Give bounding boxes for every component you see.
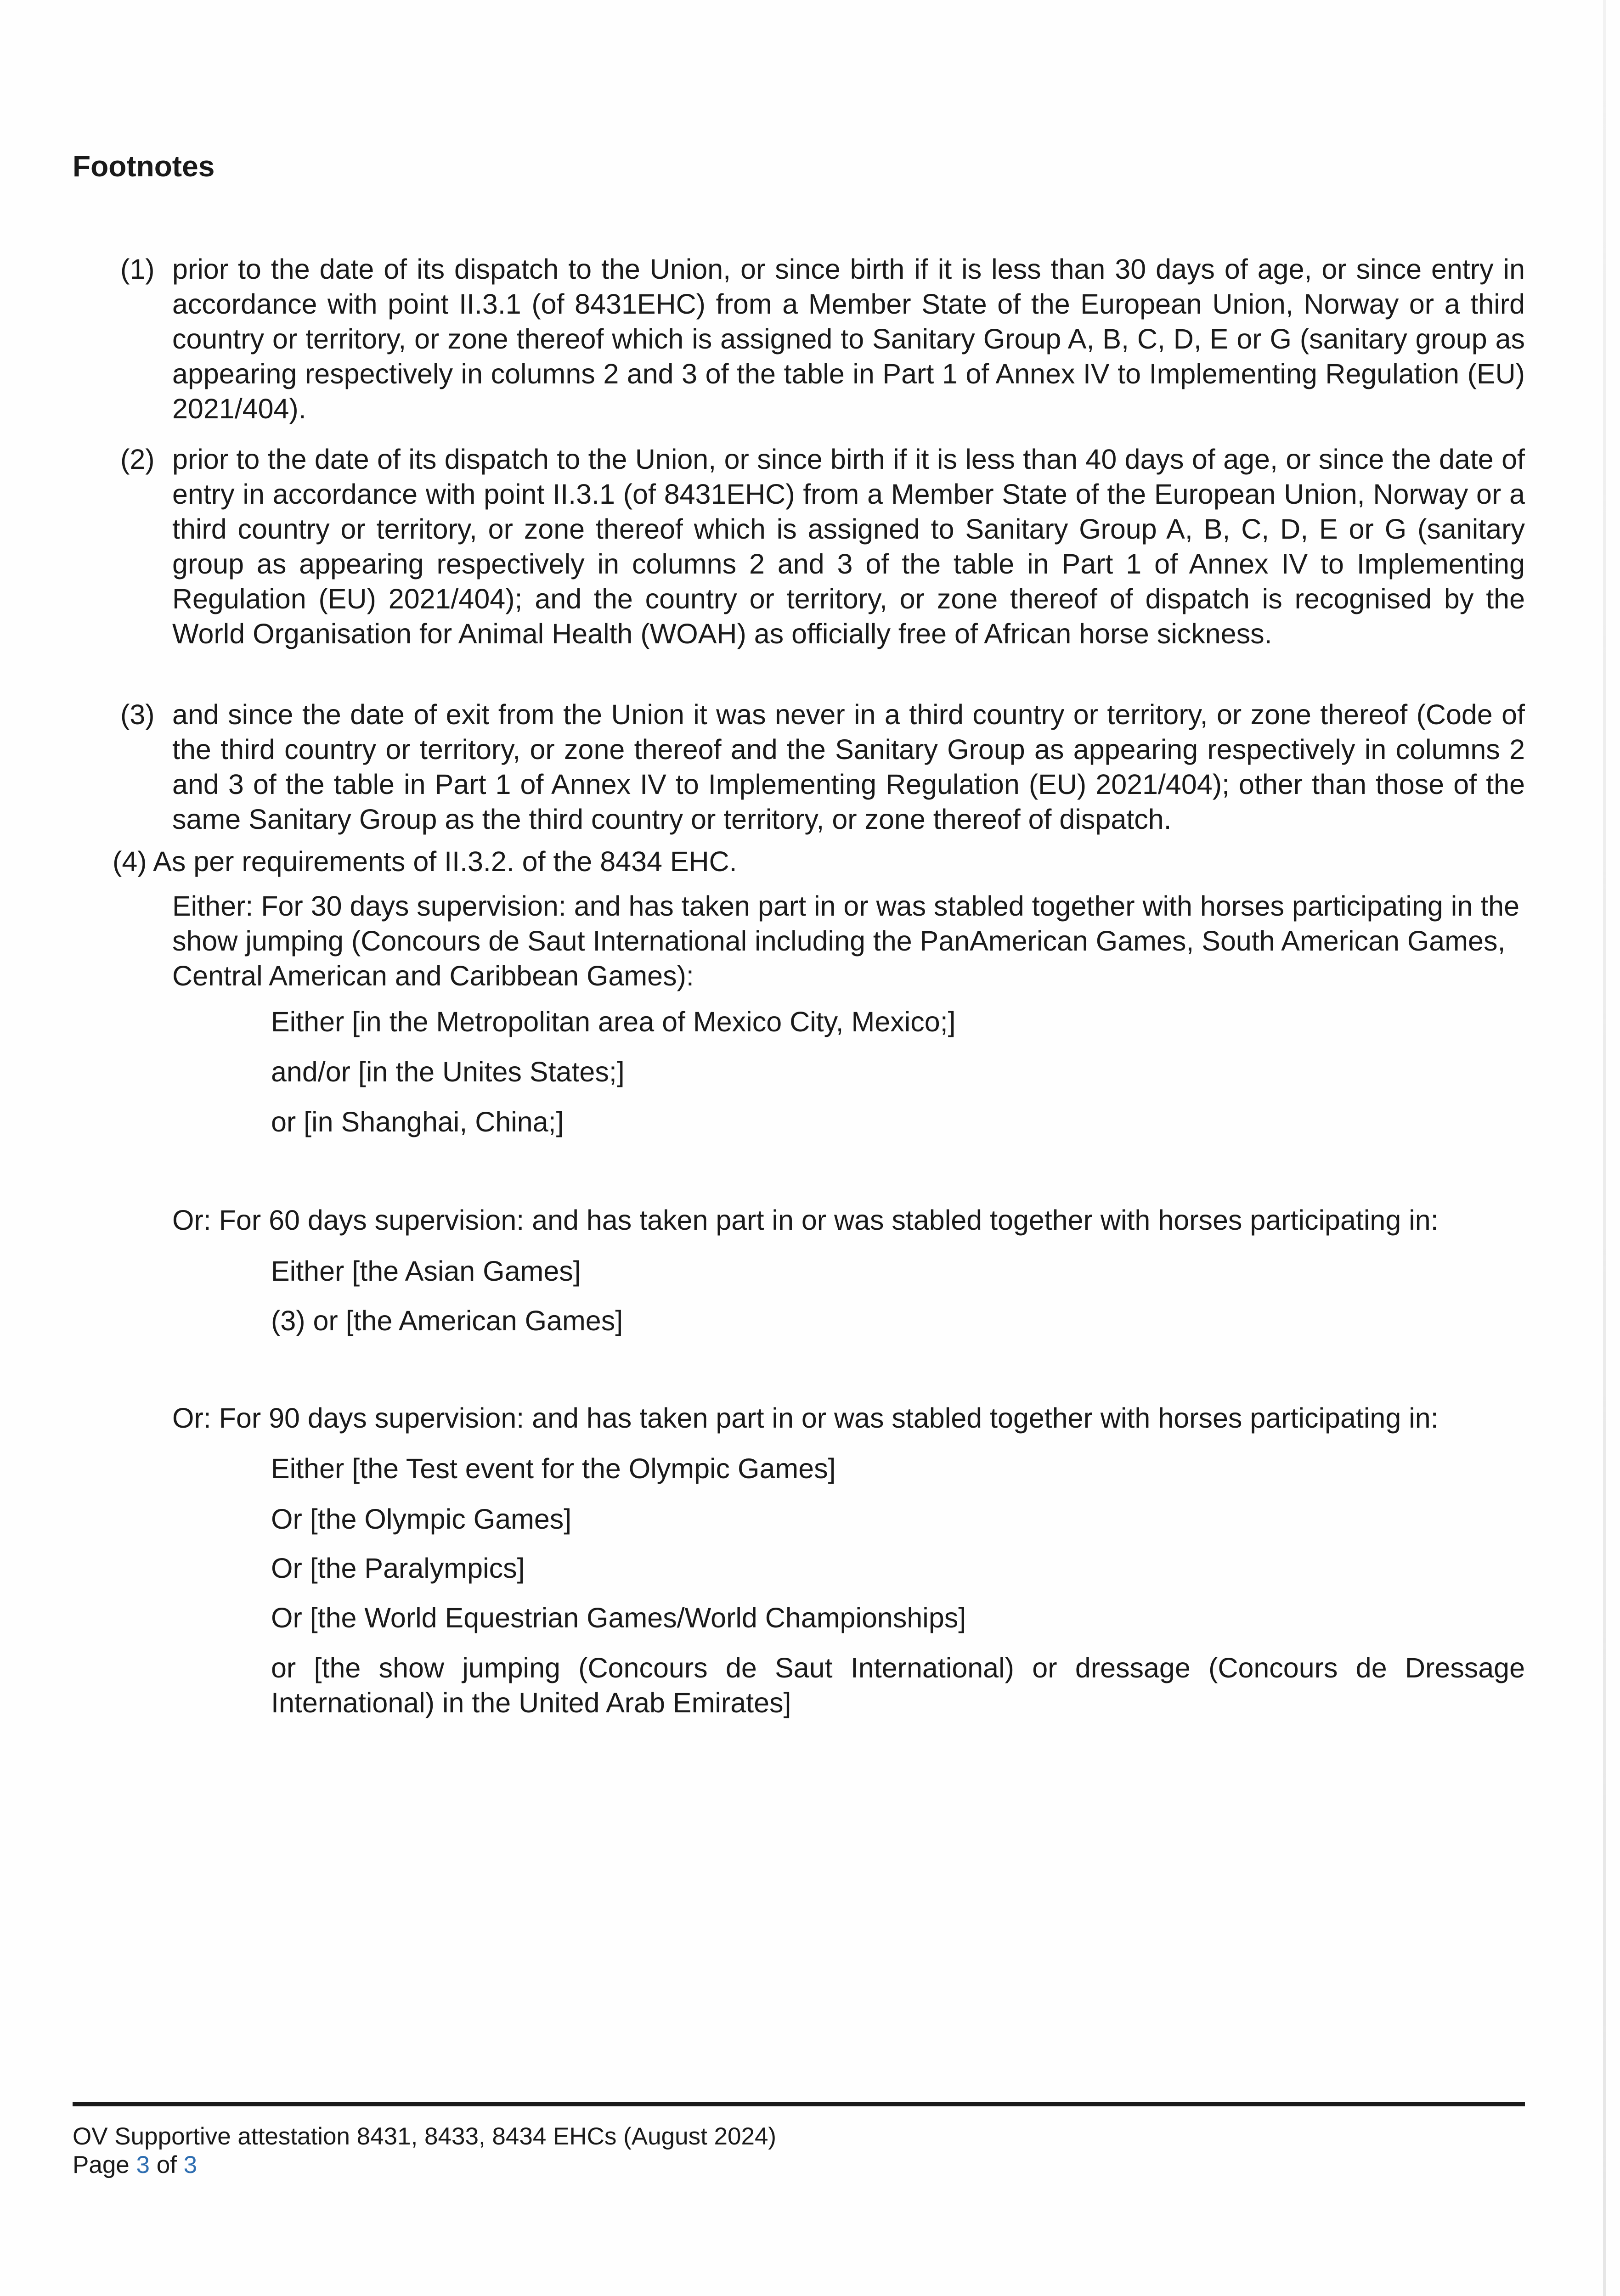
footnote-4-heading: (4) As per requirements of II.3.2. of the 8434 EHC. (113, 846, 737, 877)
supervision-90-option: Or [the Olympic Games] (271, 1503, 572, 1535)
page-label: Page (73, 2151, 130, 2178)
footnote-number: (3) (120, 699, 155, 730)
supervision-60-option: (3) or [the American Games] (271, 1305, 623, 1336)
supervision-90-intro: Or: For 90 days supervision: and has taken part in or was stabled together with horses participating in: (172, 1402, 1439, 1434)
page-current: 3 (136, 2151, 150, 2178)
supervision-90-option: Or [the Paralympics] (271, 1553, 525, 1584)
page-total: 3 (183, 2151, 198, 2178)
footnote-number: (1) (120, 253, 155, 285)
supervision-30-option: Either [in the Metropolitan area of Mexico City, Mexico;] (271, 1006, 956, 1037)
scan-edge (1603, 0, 1606, 2296)
page-of: of (156, 2151, 177, 2178)
supervision-30-option: or [in Shanghai, China;] (271, 1106, 564, 1137)
supervision-30-intro: Either: For 30 days supervision: and has taken part in or was stabled together with horses participating in the show jumping (Concours de Saut International including the PanAmerican Games, South American Games, Central American and Caribbean Games): (172, 890, 1520, 991)
supervision-60-option: Either [the Asian Games] (271, 1255, 581, 1287)
supervision-90-option: Either [the Test event for the Olympic Games] (271, 1453, 836, 1484)
footnote-text: prior to the date of its dispatch to the Union, or since birth if it is less than 40 days of age, or since the date of entry in accordance with point II.3.1 (of 8431EHC) from a Member State of the European Union, Norway or a third country or territory, or zone thereof which is assigned to Sanitary Group A, B, C, D, E or G (sanitary group as appearing respectively in columns 2 and 3 of the table in Part 1 of Annex IV to Implementing Regulation (EU) 2021/404); and the country or territory, or zone thereof of dispatch is recognised by the World Organisation for Animal Health (WOAH) as officially free of African horse sickness. (172, 444, 1525, 649)
footnote-number: (2) (120, 444, 155, 475)
supervision-30-option: and/or [in the Unites States;] (271, 1056, 625, 1087)
supervision-90-option: Or [the World Equestrian Games/World Championships] (271, 1602, 966, 1633)
footnotes-heading: Footnotes (73, 150, 215, 183)
footnote-text: and since the date of exit from the Union it was never in a third country or territory, or zone thereof (Code of the third country or territory, or zone thereof and the Sanitary Group as appearing respectively in columns 2 and 3 of the table in Part 1 of Annex IV to Implementing Regulation (EU) 2021/404); other than those of the same Sanitary Group as the third country or territory, or zone thereof of dispatch. (172, 699, 1525, 835)
footer-rule (73, 2102, 1525, 2106)
footnote-text: prior to the date of its dispatch to the Union, or since birth if it is less than 30 days of age, or since entry in accordance with point II.3.1 (of 8431EHC) from a Member State of the European Union, Norway or a third country or territory, or zone thereof which is assigned to Sanitary Group A, B, C, D, E or G (sanitary group as appearing respectively in columns 2 and 3 of the table in Part 1 of Annex IV to Implementing Regulation (EU) 2021/404). (172, 253, 1525, 424)
supervision-60-intro: Or: For 60 days supervision: and has taken part in or was stabled together with horses participating in: (172, 1204, 1439, 1236)
supervision-90-option: or [the show jumping (Concours de Saut International) or dressage (Concours de Dressage International) in the United Arab Emirates] (271, 1652, 1525, 1718)
footer-title: OV Supportive attestation 8431, 8433, 8434 EHCs (August 2024) (73, 2123, 777, 2150)
footer-page-number (73, 2151, 197, 2179)
